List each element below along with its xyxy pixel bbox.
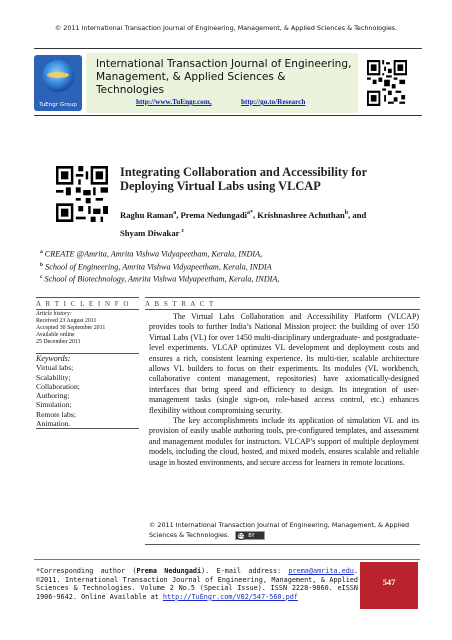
author-name: Shyam Diwakar	[120, 227, 180, 238]
affil-mark: c	[40, 274, 43, 281]
journal-link-tuengr[interactable]: http://www.TuEngr.com,	[136, 98, 212, 106]
pdf-link[interactable]: http://TuEngr.com/V02/547-560.pdf	[162, 592, 298, 601]
abstract-paragraph: The key accomplishments include its application of simulation VL and its provision of easily usable authoring tools, pre-configured templates, and assessment and management modules for instructors. VLCAP’s support of multiple deployment models, including the cloud, hosted, and mixed models, ensures scalable and reliable usage in hosted environments, and secure access for learners in remote locations.	[149, 416, 419, 467]
corresponding-author: Prema Nedungadi	[136, 567, 202, 575]
divider	[145, 309, 420, 310]
globe-icon	[42, 60, 74, 92]
divider	[145, 297, 420, 298]
email-link[interactable]: prema@amrita.edu	[288, 567, 354, 575]
abstract-header: A B S T R A C T	[145, 300, 215, 308]
journal-link-research[interactable]: http://go.to/Research	[241, 98, 306, 106]
affiliation-text: CREATE @Amrita, Amrita Vishwa Vidyapeetham, Kerala, INDIA,	[42, 249, 263, 259]
affil-mark: a*	[247, 210, 253, 216]
history-item: Received 23 August 2011	[36, 318, 97, 324]
page-number: 547	[382, 578, 396, 587]
affiliation	[40, 260, 420, 273]
affil-mark: b	[40, 261, 44, 268]
copyright-line	[149, 530, 419, 540]
affil-mark: a	[173, 210, 177, 216]
journal-title	[96, 58, 356, 97]
paper-title	[120, 165, 380, 193]
copyright-text: Sciences & Technologies.	[149, 531, 230, 539]
footer-citation: ©2011. International Transaction Journal of Engineering, Management, & Applied Sciences & Technologies. Volume 2 No.5 (Special Issue). ISSN 2228-9860. eISSN 1906-9642. Online Available at	[36, 575, 358, 601]
top-copyright	[0, 24, 452, 32]
cc-circle-icon: cc	[238, 532, 245, 539]
footer-text	[36, 567, 358, 601]
affiliation	[40, 272, 420, 285]
keywords	[36, 354, 139, 428]
cc-badge-text: BY	[248, 532, 255, 539]
authors-line2	[120, 223, 410, 241]
copyright-line: © 2011 International Transaction Journal of Engineering, Management, & Applied	[149, 521, 410, 529]
author-name: , and	[348, 209, 367, 220]
footer-label: *Corresponding author (	[36, 567, 137, 575]
paper-title-line1: Integrating Collaboration and Accessibility for	[120, 165, 368, 179]
creative-commons-icon	[235, 531, 265, 540]
keyword: Animation.	[36, 419, 71, 429]
keyword: Scalability;	[36, 372, 71, 382]
divider	[36, 428, 139, 429]
affil-mark: c	[181, 227, 185, 234]
abstract-copyright	[149, 520, 419, 540]
author-name: Raghu Raman	[120, 209, 174, 220]
author-name: , Krishnashree Achuthan	[253, 209, 345, 220]
article-history	[36, 311, 139, 346]
keywords-label: Keywords:	[36, 354, 71, 363]
history-item: Available online	[36, 332, 75, 338]
journal-title-line1: International Transaction Journal of Engineering,	[96, 58, 352, 70]
tuengr-logo	[34, 55, 82, 111]
keyword: Authoring;	[36, 391, 70, 401]
affil-mark: a	[40, 249, 43, 255]
divider	[145, 544, 420, 545]
keyword: Remote labs;	[36, 409, 76, 419]
footer-label: ). E-mail address:	[201, 567, 289, 575]
top-copyright-text: 2011 International Transaction Journal of Engineering, Management, & Applied Sciences & Technologies.	[63, 24, 398, 32]
author-name: , Prema Nedungadi	[176, 209, 247, 220]
keyword: Simulation;	[36, 400, 72, 410]
abstract-paragraph: The Virtual Labs Collaboration and Accessibility Platform (VLCAP) provides tools to further India’s National Mission project: the building of over 150 Virtual Labs (VL) for over 1450 multi-disciplinary undergraduate- and postgraduate-level experiments. VLCAP optimizes VL development and deployment costs and ensures a rich, consistent learning experience. Its multi-tier, scalable architecture allows VL builders to focus on their experiments. Its modules (VL workbench, collaborative content management, repositories) have axiomatically-designed interfaces that bring speed and efficiency to design. Its integration of user-management tasks (single sign-on, role-based access control, etc.) enhances flexibility without compromising security.	[149, 312, 419, 415]
affiliations	[40, 247, 420, 285]
qr-code-icon	[56, 166, 108, 222]
keyword: Virtual labs;	[36, 363, 74, 373]
history-label: Article history:	[36, 311, 72, 317]
affil-mark: b	[344, 210, 349, 216]
paper-title-line2: Deploying Virtual Labs using VLCAP	[120, 179, 321, 193]
history-item: 25 December 2011	[36, 339, 81, 345]
authors-line1	[120, 205, 410, 223]
copyright-icon: ©	[54, 24, 62, 32]
journal-title-line2: Management, & Applied Sciences & Technologies	[96, 71, 286, 96]
affiliation-text: School of Engineering, Amrita Vishwa Vidyapeetham, Kerala, INDIA	[43, 262, 272, 272]
article-info-header: A R T I C L E I N F O	[36, 300, 130, 308]
author-list	[120, 205, 410, 241]
qr-code-icon	[367, 60, 407, 106]
history-item: Accepted 30 September 2011	[36, 325, 106, 331]
footer-label: .	[353, 567, 358, 575]
affiliation-text: School of Biotechnology, Amrita Vishwa Vidyapeetham, Kerala, INDIA,	[42, 275, 280, 285]
divider	[36, 297, 139, 298]
keyword: Collaboration;	[36, 381, 80, 391]
affiliation	[40, 247, 420, 260]
logo-caption: TuEngr Group	[39, 102, 77, 108]
abstract-body	[149, 312, 419, 468]
divider	[36, 309, 139, 310]
